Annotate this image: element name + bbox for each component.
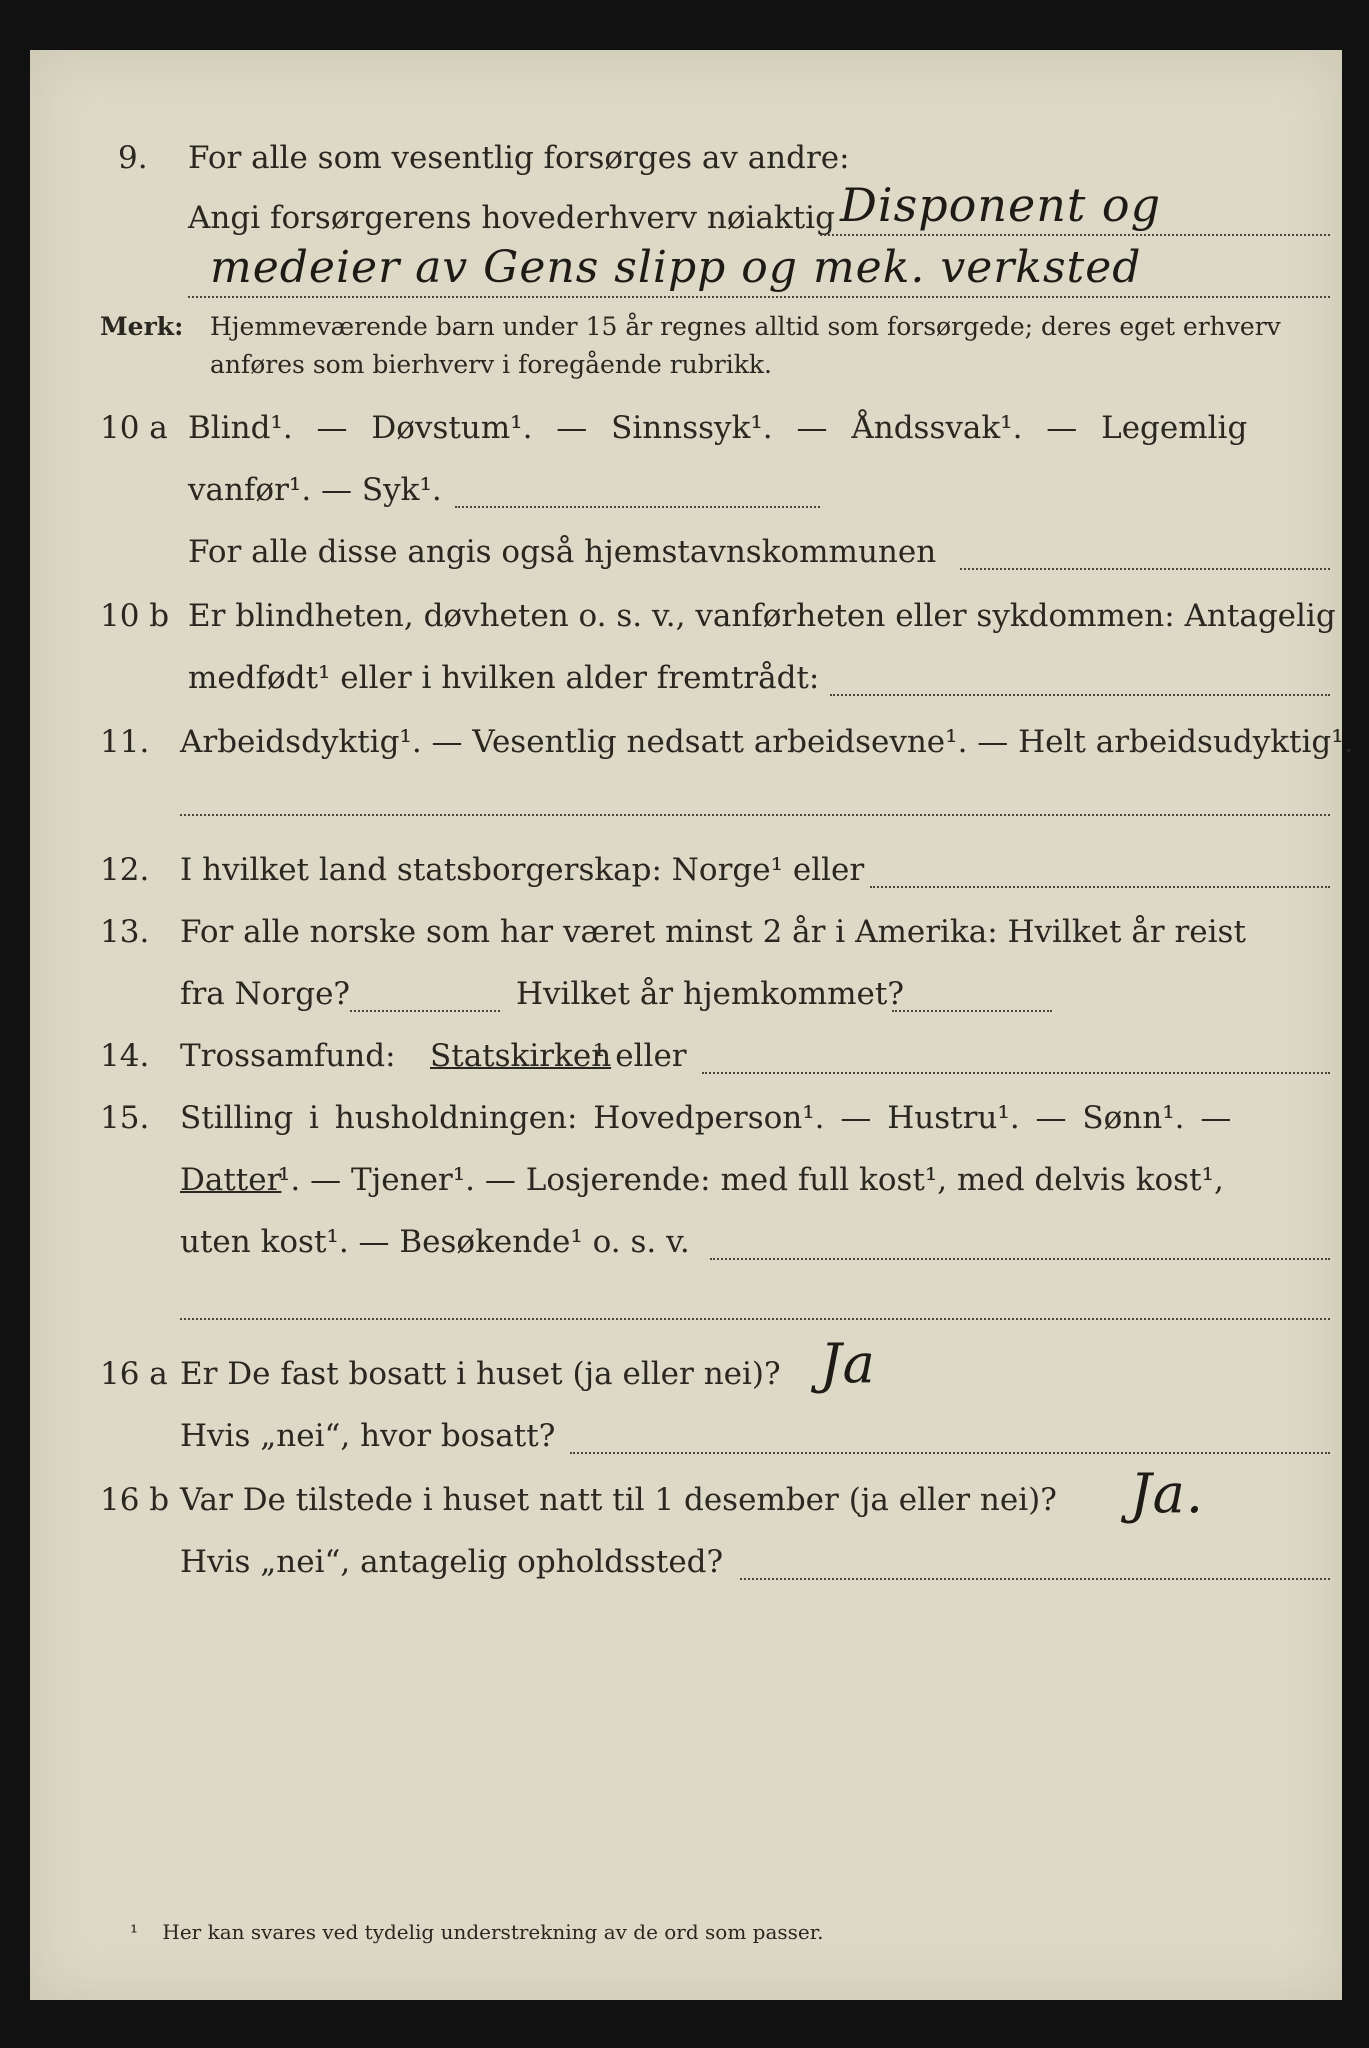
question-number: 11. — [100, 724, 150, 760]
answer-line — [350, 1010, 500, 1012]
question-number: 10 b — [100, 598, 170, 634]
answer-line — [702, 1072, 1330, 1074]
question-text: medfødt¹ eller i hvilken alder fremtrådt: — [188, 660, 820, 696]
answer-line — [820, 234, 1330, 236]
question-text: Hvilket år hjemkommet? — [516, 976, 904, 1012]
question-text: Blind¹. — Døvstum¹. — Sinnssyk¹. — Åndssvak¹. — Legemlig — [188, 410, 1248, 446]
question-text: uten kost¹. — Besøkende¹ o. s. v. — [180, 1224, 690, 1260]
answer-line — [740, 1578, 1330, 1580]
footnote-mark: ¹ — [130, 1920, 139, 1944]
question-text: Arbeidsdyktig¹. — Vesentlig nedsatt arbeidsevne¹. — Helt arbeidsudyktig¹. — [180, 724, 1354, 760]
question-number: 13. — [100, 914, 150, 950]
note-text: anføres som bierhverv i foregående rubrikk. — [210, 350, 772, 379]
question-text: Hvis „nei“, antagelig opholdssted? — [180, 1544, 724, 1580]
question-number: 16 b — [100, 1482, 170, 1518]
handwritten-answer: Disponent og — [840, 178, 1162, 232]
question-text: For alle norske som har været minst 2 år i Amerika: Hvilket år reist — [180, 914, 1246, 950]
question-text: Var De tilstede i huset natt til 1 desember (ja eller nei)? — [180, 1482, 1057, 1518]
census-form-page — [30, 50, 1354, 2000]
answer-line — [180, 1318, 1330, 1320]
note-text: Hjemmeværende barn under 15 år regnes alltid som forsørgede; deres eget erhverv — [210, 312, 1281, 341]
answer-line — [892, 1010, 1052, 1012]
question-text: For alle disse angis også hjemstavnskommunen — [188, 534, 937, 570]
selected-option: Statskirken — [430, 1038, 612, 1074]
question-text: Hvis „nei“, hvor bosatt? — [180, 1418, 556, 1454]
question-text: vanfør¹. — Syk¹. — [188, 472, 442, 508]
question-text: fra Norge? — [180, 976, 351, 1012]
question-number: 14. — [100, 1038, 150, 1074]
question-number: 15. — [100, 1100, 150, 1136]
answer-line — [188, 296, 1330, 298]
footnote-text: Her kan svares ved tydelig understrekning av de ord som passer. — [162, 1920, 824, 1944]
answer-line — [960, 568, 1330, 570]
question-text: Er blindheten, døvheten o. s. v., vanførheten eller sykdommen: Antagelig — [188, 598, 1336, 634]
handwritten-answer: Ja — [820, 1332, 876, 1395]
answer-line — [180, 814, 1330, 816]
answer-line — [455, 506, 820, 508]
answer-line — [570, 1452, 1330, 1454]
question-text: I hvilket land statsborgerskap: Norge¹ eller — [180, 852, 865, 888]
question-number: 10 a — [100, 410, 168, 446]
footnote — [130, 1920, 823, 1944]
question-text: Er De fast bosatt i huset (ja eller nei)? — [180, 1356, 781, 1392]
question-number: 9. — [118, 140, 148, 176]
question-text: ¹. — Tjener¹. — Losjerende: med full kost¹, med delvis kost¹, — [278, 1162, 1224, 1198]
question-text: For alle som vesentlig forsørges av andre: — [188, 140, 850, 176]
question-number: 16 a — [100, 1356, 168, 1392]
handwritten-answer: Ja. — [1130, 1462, 1205, 1525]
question-text: Angi forsørgerens hovederhverv nøiaktig — [188, 200, 835, 236]
question-text: ¹ eller — [593, 1038, 687, 1074]
answer-line — [870, 886, 1330, 888]
selected-option: Datter — [180, 1162, 282, 1198]
question-number: 12. — [100, 852, 150, 888]
question-text: Stilling i husholdningen: Hovedperson¹. — Hustru¹. — Sønn¹. — — [180, 1100, 1232, 1136]
answer-line — [710, 1258, 1330, 1260]
question-label: Trossamfund: — [180, 1038, 396, 1074]
note-label: Merk: — [100, 312, 184, 341]
answer-line — [830, 694, 1330, 696]
handwritten-answer: medeier av Gens slipp og mek. verksted — [210, 242, 1142, 293]
